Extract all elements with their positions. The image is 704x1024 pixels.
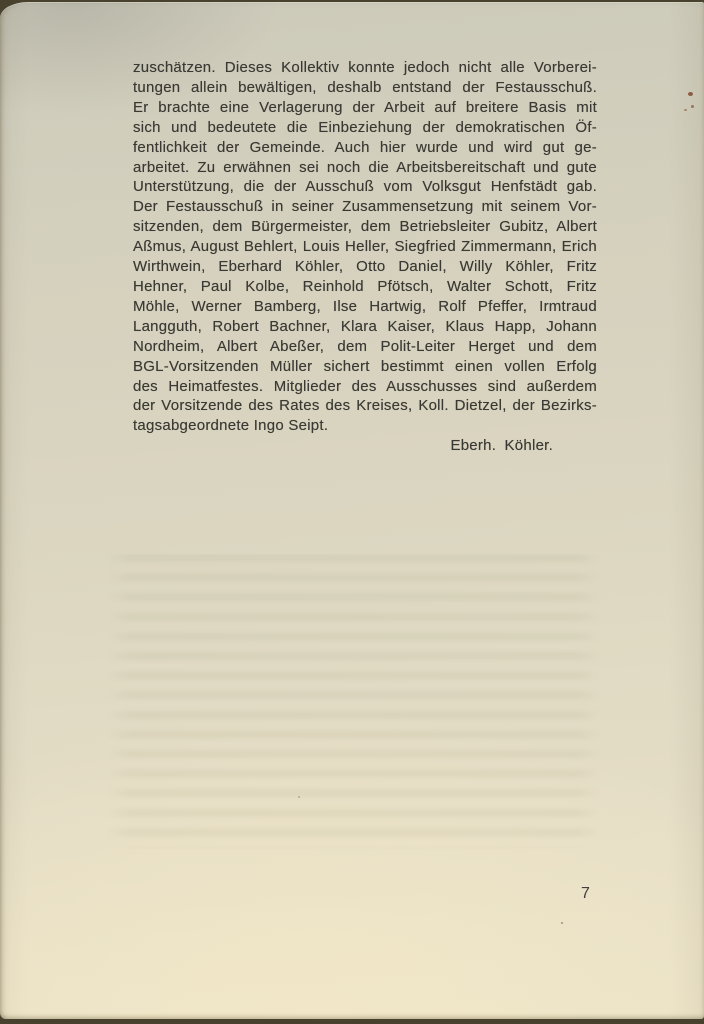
- text-line: Nordheim, Albert Abeßer, dem Polit-Leiter Herget und dem: [133, 337, 597, 355]
- text-line: Wirthwein, Eberhard Köhler, Otto Daniel, Willy Köhler, Fritz: [133, 258, 597, 276]
- body-text: [133, 58, 597, 456]
- text-line: arbeitet. Zu erwähnen sei noch die Arbeitsbereitschaft und gute: [133, 158, 597, 176]
- signature: Eberh. Köhler.: [450, 437, 553, 455]
- text-line: zuschätzen. Dieses Kollektiv konnte jedoch nicht alle Vorberei-: [133, 59, 597, 76]
- foxing-speck: [561, 922, 563, 924]
- text-line: tagsabgeordnete Ingo Seipt.: [133, 417, 329, 435]
- text-line: Hehner, Paul Kolbe, Reinhold Pfötsch, Walter Schott, Fritz: [133, 277, 597, 295]
- foxing-speck: [688, 92, 693, 96]
- text-line: des Heimatfestes. Mitglieder des Ausschusses sind außerdem: [133, 377, 597, 395]
- text-line: Der Festausschuß in seiner Zusammensetzung mit seinem Vor-: [133, 198, 597, 216]
- text-line: tungen allein bewältigen, deshalb entstand der Festausschuß.: [133, 78, 597, 96]
- text-line: Langguth, Robert Bachner, Klara Kaiser, Klaus Happ, Johann: [133, 317, 597, 335]
- text-line: Möhle, Werner Bamberg, Ilse Hartwig, Rolf Pfeffer, Irmtraud: [133, 297, 597, 315]
- foxing-speck: [691, 105, 694, 108]
- page-number: 7: [581, 885, 591, 902]
- foxing-speck: [684, 109, 687, 111]
- foxing-speck: [298, 796, 300, 798]
- text-line: der Vorsitzende des Rates des Kreises, Koll. Dietzel, der Bezirks-: [133, 397, 597, 415]
- text-line: BGL-Vorsitzenden Müller sichert bestimmt einen vollen Erfolg: [133, 357, 597, 375]
- text-line: sich und bedeutete die Einbeziehung der demokratischen Öf-: [133, 118, 597, 136]
- text-line: fentlichkeit der Gemeinde. Auch hier wurde und wird gut ge-: [133, 138, 597, 156]
- reverse-side-show-through: [106, 554, 602, 849]
- paper-sheet: [0, 2, 704, 1019]
- text-line: sitzenden, dem Bürgermeister, dem Betriebsleiter Gubitz, Albert: [133, 218, 597, 236]
- text-line: Er brachte eine Verlagerung der Arbeit auf breitere Basis mit: [133, 98, 597, 116]
- text-line: Unterstützung, die der Ausschuß vom Volksgut Henfstädt gab.: [133, 178, 597, 196]
- text-line: Aßmus, August Behlert, Louis Heller, Siegfried Zimmermann, Erich: [133, 238, 597, 256]
